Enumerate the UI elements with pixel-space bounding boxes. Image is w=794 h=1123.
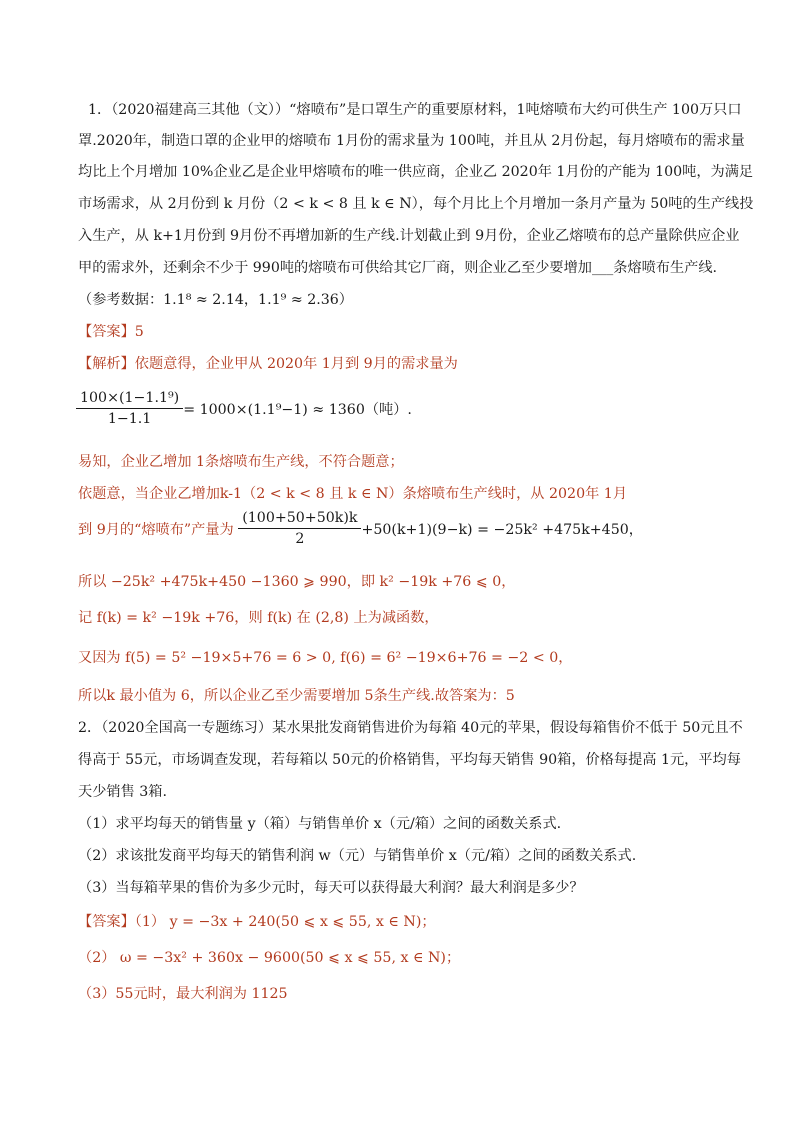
q1-inequality: 所以 −25k² +475k+450 −1360 ⩾ 990，即 k² −19k +76 ⩽ 0，: [78, 574, 516, 590]
q1-line-3: 均比上个月增加 10%企业乙是企业甲熔喷布的唯一供应商，企业乙 2020年 1月份的产能为 100吨，为满足: [78, 164, 754, 180]
production-prefix: 到 9月的“熔喷布”产量为: [78, 521, 234, 538]
q2-answer-2: （2） ω = −3x² + 360x − 9600(50 ⩽ x ⩽ 55, x ∈ N)；: [78, 950, 461, 966]
q2-line-3: 天少销售 3箱.: [78, 784, 167, 800]
answer-label: 【答案】: [78, 324, 135, 340]
q1-analysis-line-easy: 易知，企业乙增加 1条熔喷布生产线，不符合题意；: [78, 454, 404, 470]
production-fraction: [238, 510, 361, 547]
q2-subquestion-1: （1）求平均每天的销售量 y（箱）与销售单价 x（元/箱）之间的函数关系式.: [78, 816, 562, 832]
demand-formula-rest: = 1000×(1.1⁹−1) ≈ 1360（吨）.: [183, 401, 412, 418]
demand-fraction-numerator: 100×(1−1.1⁹): [76, 390, 183, 409]
q2-subquestion-3: （3）当每箱苹果的售价为多少元时，每天可以获得最大利润？最大利润是多少？: [78, 880, 584, 896]
q1-line-5: 入生产，从 k+1月份到 9月份不再增加新的生产线.计划截止到 9月份，企业乙熔喷布的总产量除供应企业: [78, 228, 740, 244]
answer-label: 【答案】: [78, 914, 135, 930]
analysis-label: 【解析】: [78, 356, 135, 372]
q1-line-1: 1．（2020福建高三其他（文））“熔喷布”是口罩生产的重要原材料，1吨熔喷布大约可供生产 100万只口: [88, 102, 742, 118]
q1-formula-production: [78, 510, 643, 547]
production-fraction-numerator: (100+50+50k)k: [238, 510, 361, 529]
q2-subquestion-2: （2）求该批发商平均每天的销售利润 w（元）与销售单价 x（元/箱）之间的函数关系式.: [78, 848, 637, 864]
q1-analysis-line-case: 依题意，当企业乙增加k-1（2 < k < 8 且 k ∈ N）条熔喷布生产线时，从 2020年 1月: [78, 486, 628, 502]
q2-answer-3: （3）55元时，最大利润为 1125: [78, 986, 288, 1002]
q2-line-1: 2．（2020全国高一专题练习）某水果批发商销售进价为每箱 40元的苹果，假设每箱售价不低于 50元且不: [78, 720, 743, 736]
analysis-text: 依题意得，企业甲从 2020年 1月到 9月的需求量为: [134, 356, 458, 372]
q1-analysis: [78, 354, 458, 374]
q1-formula-demand: [76, 390, 412, 427]
answer-1-text: （1） y = −3x + 240(50 ⩽ x ⩽ 55, x ∈ N)；: [134, 914, 436, 930]
q1-line-4: 市场需求，从 2月份到 k 月份（2 < k < 8 且 k ∈ N），每个月比上个月增加一条月产量为 50吨的生产线投: [78, 196, 754, 212]
q1-line-2: 罩.2020年，制造口罩的企业甲的熔喷布 1月份的需求量为 100吨，并且从 2月份起，每月熔喷布的需求量: [78, 133, 745, 149]
q2-line-2: 得高于 55元，市场调查发现，若每箱以 50元的价格销售，平均每天销售 90箱，价格每提高 1元，平均每: [78, 752, 741, 768]
q1-function-def: 记 f(k) = k² −19k +76，则 f(k) 在 (2,8) 上为减函数，: [78, 610, 439, 626]
answer-value: 5: [134, 324, 144, 340]
production-fraction-denominator: 2: [295, 531, 305, 547]
demand-fraction-denominator: 1−1.1: [107, 411, 152, 427]
demand-fraction: [76, 390, 183, 427]
q1-answer: [78, 322, 144, 342]
q2-answer-1: [78, 912, 436, 932]
q1-line-6: 甲的需求外，还剩余不少于 990吨的熔喷布可供给其它厂商，则企业乙至少要增加___条熔喷布生产线.: [78, 260, 718, 276]
q1-evaluation: 又因为 f(5) = 5² −19×5+76 = 6 > 0, f(6) = 6² −19×6+76 = −2 < 0，: [78, 650, 573, 666]
q1-conclusion: 所以k 最小值为 6，所以企业乙至少需要增加 5条生产线.故答案为：5: [78, 688, 515, 704]
q1-reference-data: （参考数据：1.1⁸ ≈ 2.14，1.1⁹ ≈ 2.36）: [78, 292, 353, 308]
production-suffix: +50(k+1)(9−k) = −25k² +475k+450，: [361, 521, 643, 538]
